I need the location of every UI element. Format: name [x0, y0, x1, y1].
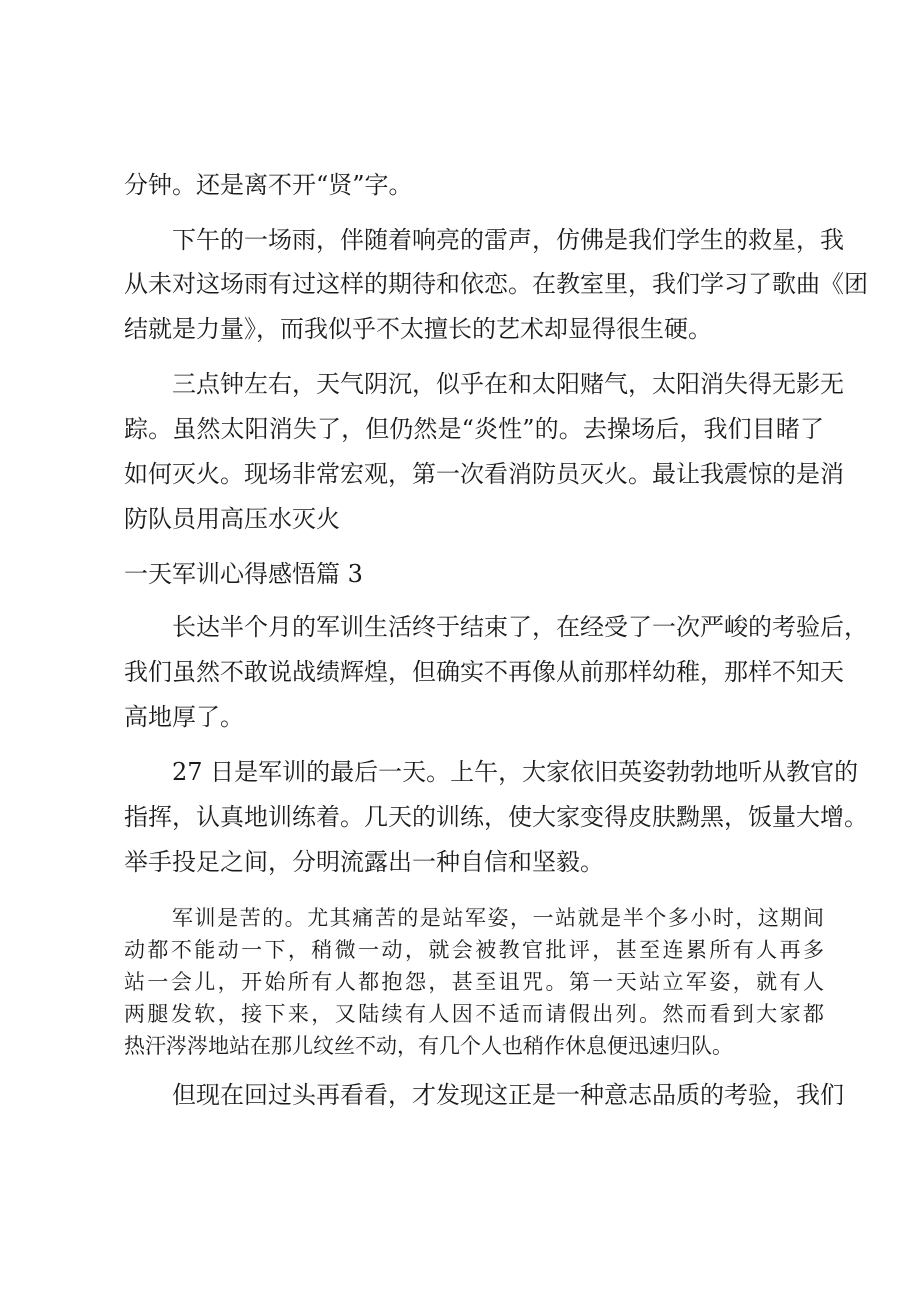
section-heading: 一天军训心得感悟篇 3 — [124, 560, 363, 588]
paragraph-line: 长达半个月的军训生活终于结束了，在经受了一次严峻的考验后， — [172, 613, 868, 641]
paragraph-line: 从未对这场雨有过这样的期待和依恋。在教室里，我们学习了歌曲《团 — [124, 270, 868, 298]
paragraph-line: 下午的一场雨，伴随着响亮的雷声，仿佛是我们学生的救星，我 — [172, 226, 844, 254]
paragraph-line: 分钟。还是离不开“贤”字。 — [124, 171, 413, 199]
paragraph-line: 指挥，认真地训练着。几天的训练，使大家变得皮肤黝黑，饭量大增。 — [124, 803, 868, 831]
paragraph-line: 如何灭火。现场非常宏观，第一次看消防员灭火。最让我震惊的是消 — [124, 460, 844, 488]
paragraph-line: 结就是力量》，而我似乎不太擅长的艺术却显得很生硬。 — [124, 315, 712, 343]
paragraph-line: 三点钟左右，天气阴沉，似乎在和太阳赌气，太阳消失得无影无 — [172, 370, 844, 398]
paragraph-line: 举手投足之间，分明流露出一种自信和坚毅。 — [124, 848, 604, 876]
paragraph-line: 防队员用高压水灭火 — [124, 505, 340, 533]
paragraph-line: 动都不能动一下，稍微一动，就会被教官批评，甚至连累所有人再多 — [124, 938, 824, 962]
paragraph-line: 高地厚了。 — [124, 703, 244, 731]
paragraph-line: 两腿发软，接下来，又陆续有人因不适而请假出列。然而看到大家都 — [124, 1002, 824, 1026]
paragraph-line: 我们虽然不敢说战绩辉煌，但确实不再像从前那样幼稚，那样不知天 — [124, 658, 844, 686]
paragraph-line: 军训是苦的。尤其痛苦的是站军姿，一站就是半个多小时，这期间 — [172, 906, 824, 930]
paragraph-line: 踪。虽然太阳消失了，但仍然是“炎性”的。去操场后，我们目睹了 — [124, 415, 824, 443]
paragraph-line: 站一会儿，开始所有人都抱怨，甚至诅咒。第一天站立军姿，就有人 — [124, 970, 824, 994]
paragraph-line: 热汗涔涔地站在那儿纹丝不动，有几个人也稍作休息便迅速归队。 — [124, 1034, 733, 1058]
paragraph-line: 27 日是军训的最后一天。上午，大家依旧英姿勃勃地听从教官的 — [172, 758, 859, 786]
paragraph-line: 但现在回过头再看看，才发现这正是一种意志品质的考验，我们 — [172, 1081, 844, 1109]
